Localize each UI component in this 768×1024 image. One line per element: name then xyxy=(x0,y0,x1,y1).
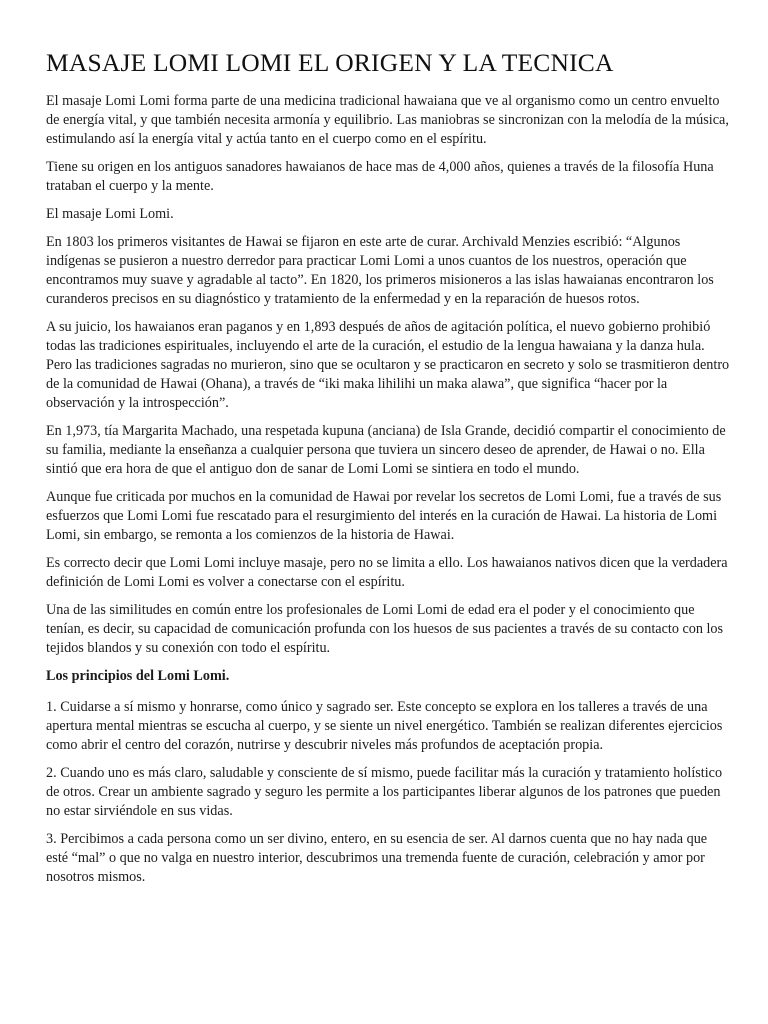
paragraph-subtitle: El masaje Lomi Lomi. xyxy=(46,206,174,222)
principle-item: 3. Percibimos a cada persona como un ser divino, entero, en su esencia de ser. Al darnos cuenta que no hay nada que esté “mal” o que no valga en nuestro interior, descubrimos una tremenda fuente de curación, celebración y amor por nosotros mismos. xyxy=(46,831,708,885)
paragraph-1893: A su juicio, los hawaianos eran paganos y en 1,893 después de años de agitación política, el nuevo gobierno prohibió todas las tradiciones espirituales, incluyendo el arte de la curación, el estudio de la lengua hawaiana y la danza hula. Pero las tradiciones sagradas no murieron, sino que se ocultaron y se practicaron en secreto y solo se trasmitieron dentro de la comunidad de Hawai (Ohana), a través de “iki maka lihilihi un maka alawa”, que significa “hacer por la observación y la introspección”. xyxy=(46,319,730,411)
principles-heading: Los principios del Lomi Lomi. xyxy=(46,668,230,684)
paragraph-similarities: Una de las similitudes en común entre los profesionales de Lomi Lomi de edad era el poder y el conocimiento que tenían, es decir, su capacidad de comunicación profunda con los huesos de sus pacientes a través de su contacto con los tejidos blandos y su conexión con todo el espíritu. xyxy=(46,602,724,656)
paragraph-1803: En 1803 los primeros visitantes de Hawai se fijaron en este arte de curar. Archivald Menzies escribió: “Algunos indígenas se pusieron a nuestro derredor para practicar Lomi Lomi a unos cuantos de los nuestros, operación que encontramos muy suave y agradable al tacto”. En 1820, los primeros misioneros a las islas hawaianas encontraron los curanderos precisos en su diagnóstico y tratamiento de la enfermedad y en la reparación de huesos rotos. xyxy=(46,234,714,307)
paragraph-origin: Tiene su origen en los antiguos sanadores hawaianos de hace mas de 4,000 años, quienes a través de la filosofía Huna trataban el cuerpo y la mente. xyxy=(46,159,714,194)
document-title: MASAJE LOMI LOMI EL ORIGEN Y LA TECNICA xyxy=(46,48,614,77)
paragraph-criticism: Aunque fue criticada por muchos en la comunidad de Hawai por revelar los secretos de Lomi Lomi, fue a través de sus esfuerzos que Lomi Lomi fue rescatado para el resurgimiento del interés en la curación de Hawai. La historia de Lomi Lomi, sin embargo, se remonta a los comienzos de la historia de Hawai. xyxy=(46,489,722,543)
paragraph-definition: Es correcto decir que Lomi Lomi incluye masaje, pero no se limita a ello. Los hawaianos nativos dicen que la verdadera definición de Lomi Lomi es volver a conectarse con el espíritu. xyxy=(46,555,728,590)
paragraph-intro: El masaje Lomi Lomi forma parte de una medicina tradicional hawaiana que ve al organismo como un centro envuelto de energía vital, y que también necesita armonía y equilibrio. Las maniobras se sincronizan con la melodía de la música, estimulando así la energía vital y actúa tanto en el cuerpo como en el espíritu. xyxy=(46,93,729,147)
paragraph-1973: En 1,973, tía Margarita Machado, una respetada kupuna (anciana) de Isla Grande, decidió compartir el conocimiento de su familia, mediante la enseñanza a cualquier persona que tuviera un sincero deseo de aprender, de Hawai o no. Ella sintió que era hora de que el antiguo don de sanar de Lomi Lomi se sintiera en todo el mundo. xyxy=(46,423,726,477)
principle-item: 1. Cuidarse a sí mismo y honrarse, como único y sagrado ser. Este concepto se explora en los talleres a través de una apertura mental mientras se escucha al cuerpo, y se siente un nivel energético. También se realizan diferentes ejercicios como abrir el centro del corazón, nutrirse y descubrir niveles más profundos de aceptación propia. xyxy=(46,699,723,753)
principle-item: 2. Cuando uno es más claro, saludable y consciente de sí mismo, puede facilitar más la curación y tratamiento holístico de otros. Crear un ambiente sagrado y seguro les permite a los participantes liberar algunos de los patrones que pueden no estar sirviéndole en sus vidas. xyxy=(46,765,723,819)
document-page xyxy=(46,48,730,896)
